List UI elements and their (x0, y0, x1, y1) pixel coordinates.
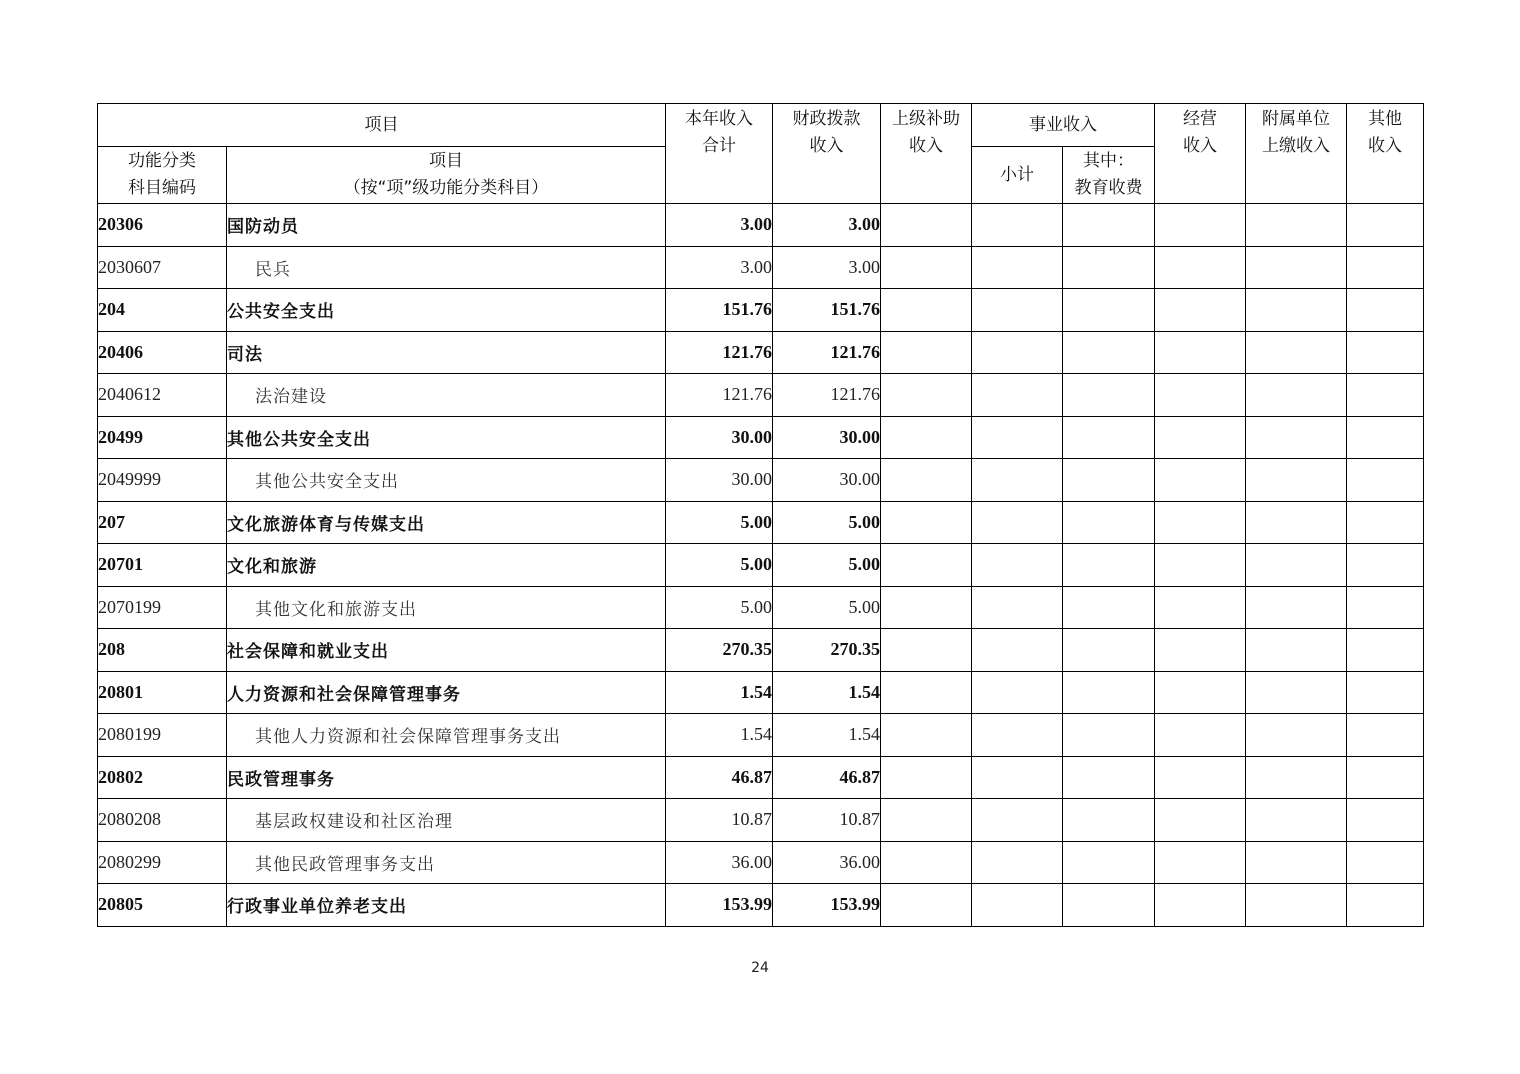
cell-affiliated-income (1246, 841, 1347, 884)
cell-code: 2040612 (98, 374, 227, 417)
cell-other-income (1347, 331, 1424, 374)
cell-fiscal-income: 121.76 (773, 374, 881, 417)
table-row (98, 671, 1424, 714)
cell-code: 20805 (98, 884, 227, 927)
cell-other-income (1347, 374, 1424, 417)
cell-affiliated-income (1246, 289, 1347, 332)
cell-other-income (1347, 501, 1424, 544)
cell-fiscal-income: 1.54 (773, 671, 881, 714)
header-education-fee: 其中： 教育收费 (1063, 147, 1155, 204)
table-row (98, 501, 1424, 544)
table-row (98, 331, 1424, 374)
cell-fiscal-income: 36.00 (773, 841, 881, 884)
cell-code: 204 (98, 289, 227, 332)
header-item-name: 项目 （按“项”级功能分类科目） (227, 147, 666, 204)
cell-education-fee (1063, 629, 1155, 672)
cell-code: 2080299 (98, 841, 227, 884)
cell-code: 20701 (98, 544, 227, 587)
cell-upper-subsidy (881, 374, 972, 417)
cell-total-income: 5.00 (666, 586, 773, 629)
cell-operating-income (1155, 671, 1246, 714)
cell-affiliated-income (1246, 331, 1347, 374)
cell-education-fee (1063, 671, 1155, 714)
cell-other-income (1347, 884, 1424, 927)
cell-business-subtotal (972, 799, 1063, 842)
table-row (98, 374, 1424, 417)
cell-total-income: 3.00 (666, 246, 773, 289)
cell-business-subtotal (972, 586, 1063, 629)
cell-other-income (1347, 289, 1424, 332)
cell-affiliated-income (1246, 204, 1347, 247)
cell-item-name: 其他文化和旅游支出 (227, 586, 666, 629)
cell-upper-subsidy (881, 671, 972, 714)
cell-code: 20801 (98, 671, 227, 714)
header-business-income: 事业收入 (972, 104, 1155, 147)
cell-upper-subsidy (881, 459, 972, 502)
cell-item-name: 其他公共安全支出 (227, 416, 666, 459)
cell-education-fee (1063, 586, 1155, 629)
cell-affiliated-income (1246, 884, 1347, 927)
cell-business-subtotal (972, 671, 1063, 714)
cell-code: 2049999 (98, 459, 227, 502)
cell-affiliated-income (1246, 586, 1347, 629)
table-row (98, 204, 1424, 247)
cell-other-income (1347, 799, 1424, 842)
cell-affiliated-income (1246, 246, 1347, 289)
cell-business-subtotal (972, 714, 1063, 757)
cell-code: 20406 (98, 331, 227, 374)
cell-affiliated-income (1246, 714, 1347, 757)
cell-upper-subsidy (881, 586, 972, 629)
cell-code: 20306 (98, 204, 227, 247)
cell-business-subtotal (972, 331, 1063, 374)
cell-affiliated-income (1246, 501, 1347, 544)
cell-business-subtotal (972, 374, 1063, 417)
cell-other-income (1347, 459, 1424, 502)
cell-total-income: 1.54 (666, 671, 773, 714)
table-row (98, 416, 1424, 459)
cell-item-name: 民兵 (227, 246, 666, 289)
cell-operating-income (1155, 501, 1246, 544)
cell-upper-subsidy (881, 416, 972, 459)
cell-business-subtotal (972, 629, 1063, 672)
cell-upper-subsidy (881, 756, 972, 799)
cell-affiliated-income (1246, 629, 1347, 672)
cell-fiscal-income: 30.00 (773, 459, 881, 502)
cell-affiliated-income (1246, 416, 1347, 459)
page-number: 24 (751, 960, 769, 976)
cell-education-fee (1063, 714, 1155, 757)
table-row (98, 246, 1424, 289)
cell-affiliated-income (1246, 544, 1347, 587)
cell-education-fee (1063, 756, 1155, 799)
cell-item-name: 法治建设 (227, 374, 666, 417)
cell-operating-income (1155, 374, 1246, 417)
cell-fiscal-income: 10.87 (773, 799, 881, 842)
table-row (98, 289, 1424, 332)
cell-other-income (1347, 246, 1424, 289)
cell-total-income: 121.76 (666, 374, 773, 417)
cell-education-fee (1063, 799, 1155, 842)
cell-total-income: 30.00 (666, 459, 773, 502)
cell-operating-income (1155, 586, 1246, 629)
cell-fiscal-income: 3.00 (773, 246, 881, 289)
header-function-code: 功能分类 科目编码 (98, 147, 227, 204)
cell-business-subtotal (972, 416, 1063, 459)
header-item: 项目 (98, 104, 666, 147)
cell-fiscal-income: 121.76 (773, 331, 881, 374)
cell-item-name: 人力资源和社会保障管理事务 (227, 671, 666, 714)
cell-total-income: 270.35 (666, 629, 773, 672)
table-row (98, 586, 1424, 629)
cell-item-name: 其他民政管理事务支出 (227, 841, 666, 884)
cell-other-income (1347, 714, 1424, 757)
cell-education-fee (1063, 204, 1155, 247)
cell-code: 2080199 (98, 714, 227, 757)
cell-education-fee (1063, 374, 1155, 417)
cell-operating-income (1155, 629, 1246, 672)
cell-total-income: 121.76 (666, 331, 773, 374)
header-fiscal-appropriation: 财政拨款 收入 (773, 104, 881, 204)
table-row (98, 459, 1424, 502)
table-row (98, 884, 1424, 927)
cell-operating-income (1155, 459, 1246, 502)
cell-education-fee (1063, 416, 1155, 459)
cell-other-income (1347, 841, 1424, 884)
cell-business-subtotal (972, 841, 1063, 884)
cell-business-subtotal (972, 884, 1063, 927)
cell-item-name: 基层政权建设和社区治理 (227, 799, 666, 842)
cell-other-income (1347, 671, 1424, 714)
cell-fiscal-income: 151.76 (773, 289, 881, 332)
cell-total-income: 3.00 (666, 204, 773, 247)
cell-code: 2080208 (98, 799, 227, 842)
header-subtotal: 小计 (972, 147, 1063, 204)
cell-other-income (1347, 586, 1424, 629)
cell-business-subtotal (972, 501, 1063, 544)
table-row (98, 714, 1424, 757)
cell-upper-subsidy (881, 629, 972, 672)
table-row (98, 756, 1424, 799)
header-affiliated-income: 附属单位 上缴收入 (1246, 104, 1347, 204)
cell-business-subtotal (972, 544, 1063, 587)
cell-education-fee (1063, 841, 1155, 884)
cell-code: 2070199 (98, 586, 227, 629)
header-other-income: 其他 收入 (1347, 104, 1424, 204)
cell-item-name: 行政事业单位养老支出 (227, 884, 666, 927)
cell-affiliated-income (1246, 459, 1347, 502)
cell-operating-income (1155, 756, 1246, 799)
cell-affiliated-income (1246, 799, 1347, 842)
table-row (98, 544, 1424, 587)
cell-operating-income (1155, 884, 1246, 927)
cell-upper-subsidy (881, 246, 972, 289)
cell-affiliated-income (1246, 671, 1347, 714)
cell-operating-income (1155, 416, 1246, 459)
cell-education-fee (1063, 289, 1155, 332)
cell-code: 207 (98, 501, 227, 544)
cell-operating-income (1155, 799, 1246, 842)
cell-fiscal-income: 1.54 (773, 714, 881, 757)
table-row (98, 629, 1424, 672)
cell-item-name: 其他人力资源和社会保障管理事务支出 (227, 714, 666, 757)
table-row (98, 841, 1424, 884)
cell-code: 20499 (98, 416, 227, 459)
cell-total-income: 10.87 (666, 799, 773, 842)
cell-other-income (1347, 544, 1424, 587)
cell-other-income (1347, 629, 1424, 672)
cell-total-income: 151.76 (666, 289, 773, 332)
cell-code: 2030607 (98, 246, 227, 289)
cell-fiscal-income: 5.00 (773, 544, 881, 587)
cell-education-fee (1063, 884, 1155, 927)
cell-business-subtotal (972, 204, 1063, 247)
cell-business-subtotal (972, 246, 1063, 289)
cell-operating-income (1155, 246, 1246, 289)
cell-total-income: 5.00 (666, 544, 773, 587)
cell-item-name: 其他公共安全支出 (227, 459, 666, 502)
cell-business-subtotal (972, 756, 1063, 799)
cell-affiliated-income (1246, 374, 1347, 417)
cell-total-income: 1.54 (666, 714, 773, 757)
cell-other-income (1347, 204, 1424, 247)
cell-other-income (1347, 756, 1424, 799)
cell-upper-subsidy (881, 331, 972, 374)
cell-education-fee (1063, 501, 1155, 544)
cell-operating-income (1155, 841, 1246, 884)
cell-education-fee (1063, 246, 1155, 289)
cell-upper-subsidy (881, 289, 972, 332)
cell-fiscal-income: 153.99 (773, 884, 881, 927)
cell-other-income (1347, 416, 1424, 459)
cell-operating-income (1155, 544, 1246, 587)
cell-item-name: 文化旅游体育与传媒支出 (227, 501, 666, 544)
cell-education-fee (1063, 544, 1155, 587)
cell-fiscal-income: 46.87 (773, 756, 881, 799)
cell-item-name: 民政管理事务 (227, 756, 666, 799)
cell-fiscal-income: 3.00 (773, 204, 881, 247)
cell-item-name: 公共安全支出 (227, 289, 666, 332)
cell-education-fee (1063, 331, 1155, 374)
header-total-income: 本年收入 合计 (666, 104, 773, 204)
cell-business-subtotal (972, 289, 1063, 332)
cell-affiliated-income (1246, 756, 1347, 799)
cell-code: 208 (98, 629, 227, 672)
cell-item-name: 司法 (227, 331, 666, 374)
cell-operating-income (1155, 204, 1246, 247)
header-upper-subsidy: 上级补助 收入 (881, 104, 972, 204)
cell-fiscal-income: 30.00 (773, 416, 881, 459)
cell-upper-subsidy (881, 714, 972, 757)
cell-code: 20802 (98, 756, 227, 799)
cell-total-income: 30.00 (666, 416, 773, 459)
cell-item-name: 社会保障和就业支出 (227, 629, 666, 672)
cell-fiscal-income: 270.35 (773, 629, 881, 672)
income-budget-table (97, 103, 1424, 927)
cell-total-income: 46.87 (666, 756, 773, 799)
cell-total-income: 36.00 (666, 841, 773, 884)
cell-operating-income (1155, 331, 1246, 374)
cell-item-name: 文化和旅游 (227, 544, 666, 587)
header-operating-income: 经营 收入 (1155, 104, 1246, 204)
cell-fiscal-income: 5.00 (773, 501, 881, 544)
cell-total-income: 153.99 (666, 884, 773, 927)
cell-business-subtotal (972, 459, 1063, 502)
cell-total-income: 5.00 (666, 501, 773, 544)
cell-upper-subsidy (881, 799, 972, 842)
cell-upper-subsidy (881, 204, 972, 247)
table-body (98, 204, 1424, 927)
cell-upper-subsidy (881, 884, 972, 927)
cell-fiscal-income: 5.00 (773, 586, 881, 629)
cell-item-name: 国防动员 (227, 204, 666, 247)
cell-operating-income (1155, 289, 1246, 332)
cell-upper-subsidy (881, 841, 972, 884)
cell-upper-subsidy (881, 501, 972, 544)
table-row (98, 799, 1424, 842)
cell-education-fee (1063, 459, 1155, 502)
cell-operating-income (1155, 714, 1246, 757)
cell-upper-subsidy (881, 544, 972, 587)
